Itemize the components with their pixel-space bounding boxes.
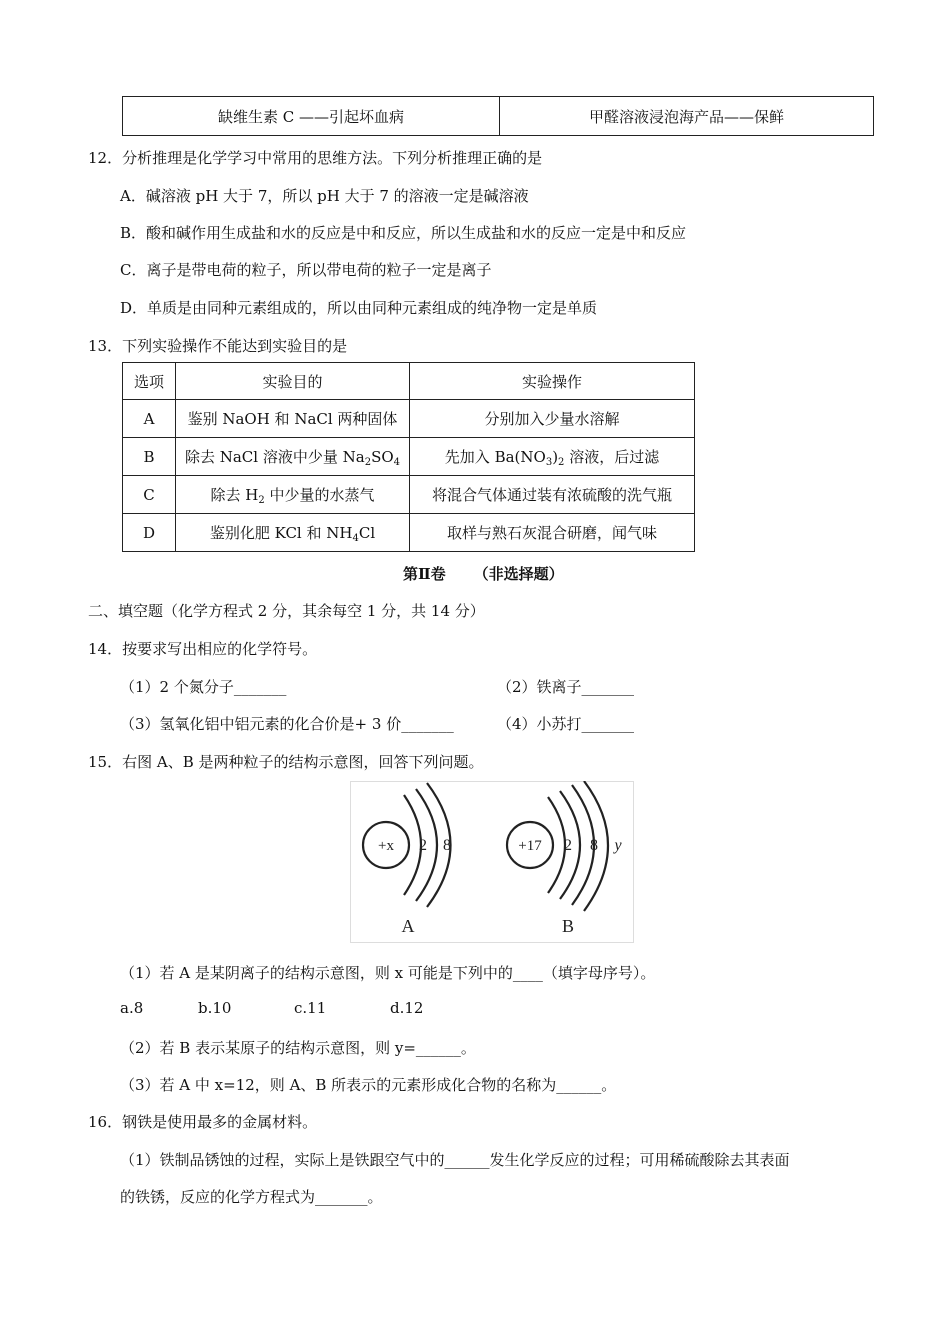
q13-header-purpose: 实验目的 — [176, 363, 410, 400]
top-table — [122, 96, 874, 136]
q13-row-d-option: D — [123, 514, 176, 552]
q13-row-c-option: C — [123, 476, 176, 514]
q15-part3: （3）若 A 中 x=12，则 A、B 所表示的元素形成化合物的名称为______。 — [120, 1076, 617, 1094]
q14-part1: （1）2 个氮分子_______ — [120, 678, 287, 696]
atom-a-electrons-shell1: 2 — [419, 837, 427, 854]
atom-b-label: B — [561, 916, 575, 936]
q13-row-b-operation: 先加入 $Ba(NO_3)_2$ 溶液，后过滤 — [410, 438, 695, 476]
atom-a-nucleus-label: +x — [378, 838, 394, 854]
q16-stem: 16．钢铁是使用最多的金属材料。 — [88, 1113, 318, 1131]
atom-a-electrons-shell2: 8 — [443, 837, 451, 854]
q13-row-b-purpose: 除去 NaCl 溶液中少量 $Na_2SO_4$ — [176, 438, 410, 476]
q13-row-c-operation: 将混合气体通过装有浓硫酸的洗气瓶 — [410, 476, 695, 514]
q13-row-d-operation: 取样与熟石灰混合研磨，闻气味 — [410, 514, 695, 552]
atom-structure-diagram — [350, 781, 634, 943]
q15-option-a: a.8 — [120, 999, 144, 1017]
q13-row-a-operation: 分别加入少量水溶解 — [410, 400, 695, 438]
q15-option-c: c.11 — [294, 999, 327, 1017]
q12-option-d: D．单质是由同种元素组成的，所以由同种元素组成的纯净物一定是单质 — [120, 299, 598, 317]
atom-b-electrons-shell2: 8 — [590, 837, 598, 854]
q12-stem: 12．分析推理是化学学习中常用的思维方法。下列分析推理正确的是 — [88, 149, 543, 167]
top-table-right-cell: 甲醛溶液浸泡海产品——保鲜 — [500, 97, 874, 136]
q13-header-option: 选项 — [123, 363, 176, 400]
section2-title: 第Ⅱ卷 （非选择题） — [403, 565, 564, 583]
atom-a-label: A — [401, 916, 415, 936]
q16-part1-line2: 的铁锈，反应的化学方程式为_______。 — [120, 1188, 383, 1206]
atom-b-electrons-shell3: y — [614, 837, 622, 854]
q15-part2: （2）若 B 表示某原子的结构示意图，则 y=______。 — [120, 1039, 476, 1057]
q13-row-a-purpose: 鉴别 NaOH 和 NaCl 两种固体 — [176, 400, 410, 438]
q15-option-b: b.10 — [198, 999, 232, 1017]
q14-part4: （4）小苏打_______ — [497, 715, 635, 733]
atom-b-nucleus-label: +17 — [518, 838, 542, 854]
q13-table — [122, 362, 695, 552]
q14-part3: （3）氢氧化铝中铝元素的化合价是+ 3 价_______ — [120, 715, 454, 733]
q12-option-a: A．碱溶液 pH 大于 7，所以 pH 大于 7 的溶液一定是碱溶液 — [120, 187, 529, 205]
q15-stem: 15．右图 A、B 是两种粒子的结构示意图，回答下列问题。 — [88, 753, 484, 771]
top-table-left-cell: 缺维生素 C ——引起坏血病 — [123, 97, 500, 136]
q13-row-c-purpose: 除去 $H_2$ 中少量的水蒸气 — [176, 476, 410, 514]
atom-b-electrons-shell1: 2 — [564, 837, 572, 854]
q16-part1-line1: （1）铁制品锈蚀的过程，实际上是铁跟空气中的______发生化学反应的过程；可用稀硫酸除去其表面 — [120, 1151, 790, 1169]
q15-part1: （1）若 A 是某阴离子的结构示意图，则 x 可能是下列中的____（填字母序号）。 — [120, 964, 656, 982]
section2-intro: 二、填空题（化学方程式 2 分，其余每空 1 分，共 14 分） — [88, 602, 485, 620]
q12-option-c: C．离子是带电荷的粒子，所以带电荷的粒子一定是离子 — [120, 261, 492, 279]
q13-stem: 13．下列实验操作不能达到实验目的是 — [88, 337, 348, 355]
q12-option-b: B．酸和碱作用生成盐和水的反应是中和反应，所以生成盐和水的反应一定是中和反应 — [120, 224, 687, 242]
q14-stem: 14．按要求写出相应的化学符号。 — [88, 640, 318, 658]
q13-row-b-option: B — [123, 438, 176, 476]
q13-row-a-option: A — [123, 400, 176, 438]
q13-row-d-purpose: 鉴别化肥 KCl 和 $NH_4Cl$ — [176, 514, 410, 552]
q13-header-operation: 实验操作 — [410, 363, 695, 400]
q15-option-d: d.12 — [390, 999, 424, 1017]
q14-part2: （2）铁离子_______ — [497, 678, 635, 696]
